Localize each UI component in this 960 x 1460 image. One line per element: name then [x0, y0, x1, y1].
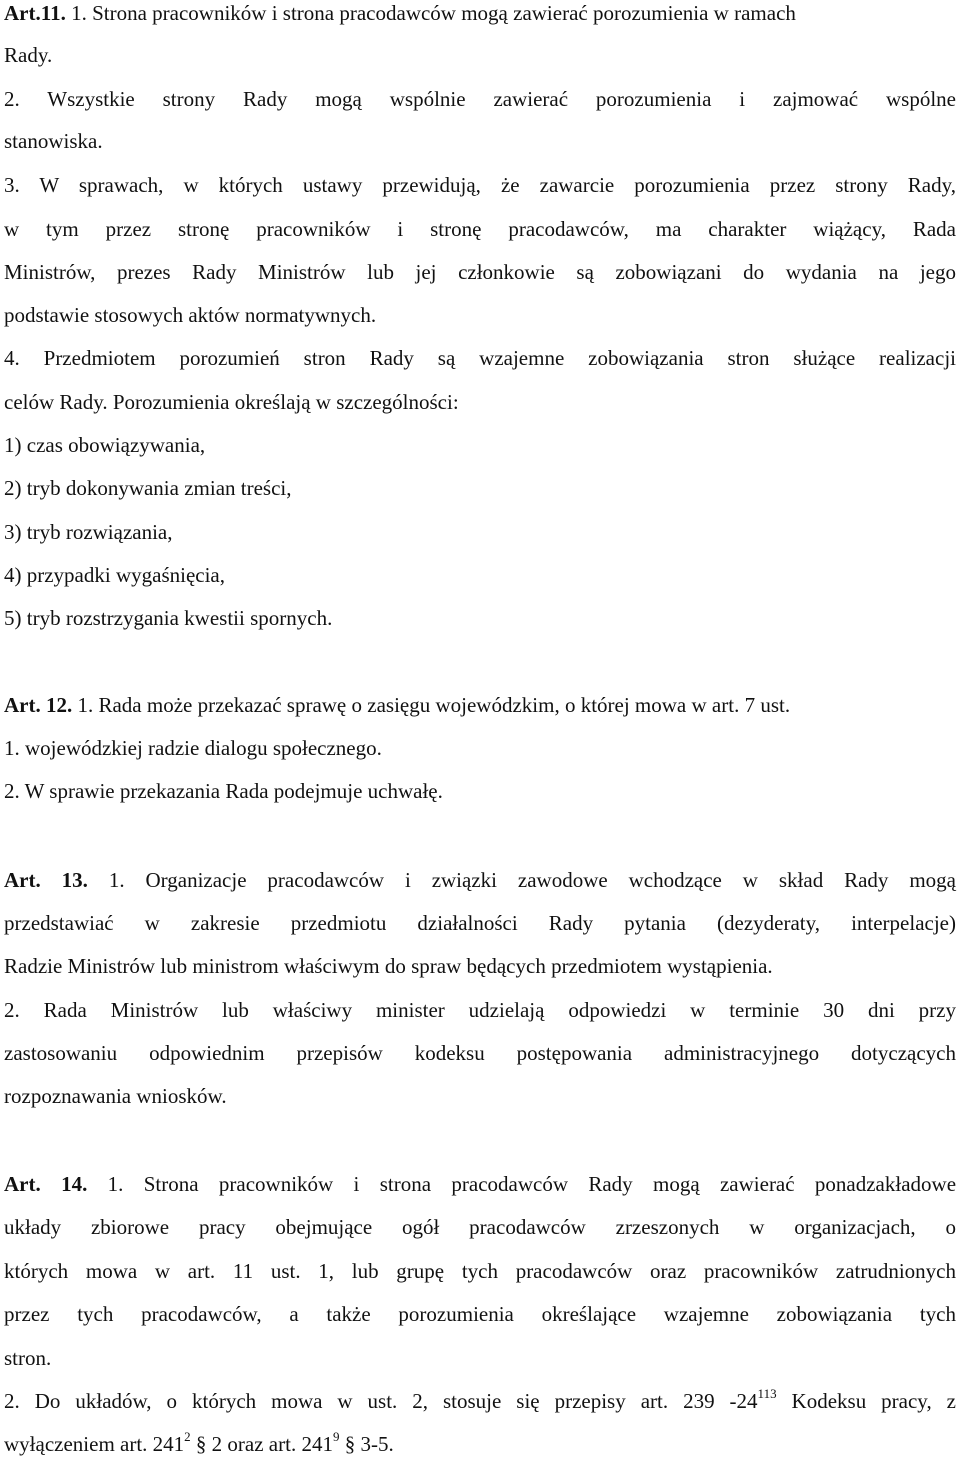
art11-line-10: celów Rady. Porozumienia określają w szczególności:: [4, 390, 459, 414]
art14-line-7: [4, 1431, 956, 1457]
art14-line-5: stron.: [4, 1346, 52, 1370]
paragraph-sign: §: [195, 1432, 207, 1456]
art14-line-3-text: których mowa w art. 11 ust. 1, lub grupę tych pracodawców oraz pracowników zatrudnionych: [4, 1259, 956, 1283]
art12-line-3: 2. W sprawie przekazania Rada podejmuje uchwałę.: [4, 779, 443, 803]
art13-heading: Art. 13.: [4, 868, 88, 892]
art11-line-5-text: 3. W sprawach, w których ustawy przewidują, że zawarcie porozumienia przez strony Rady,: [4, 173, 956, 197]
art13-text: 1. Organizacje pracodawców i związki zawodowe wchodzące w skład Rady mogą: [108, 868, 956, 892]
art14-text: 1. Strona pracowników i strona pracodawców Rady mogą zawierać ponadzakładowe: [107, 1172, 957, 1196]
art11-text: 1. Strona pracowników i strona pracodawców mogą zawierać porozumienia w ramach: [71, 1, 796, 25]
art11-heading: Art.11.: [4, 1, 66, 25]
art11-line-5: [4, 172, 956, 198]
superscript: 2: [184, 1429, 191, 1444]
art14-line-6-wrap: [4, 1386, 956, 1413]
art13-line-1: [4, 867, 956, 893]
art12-line-2: 1. wojewódzkiej radzie dialogu społecznego.: [4, 736, 382, 760]
art14-line-7-part-e: 3-5.: [355, 1432, 394, 1456]
art11-list-item-2: 2) tryb dokonywania zmian treści,: [4, 476, 292, 500]
art11-line-9: [4, 345, 956, 371]
art14-line-1: [4, 1171, 956, 1197]
art11-list-item-1: 1) czas obowiązywania,: [4, 433, 206, 457]
art11-line-7: [4, 259, 956, 285]
art14-line-2: [4, 1214, 956, 1240]
art14-line-4-text: przez tych pracodawców, a także porozumienia określające wzajemne zobowiązania tych: [4, 1302, 956, 1326]
superscript: 113: [757, 1386, 777, 1401]
art11-line-7-text: Ministrów, prezes Rady Ministrów lub jej członkowie są zobowiązani do wydania na jego: [4, 260, 956, 284]
art14-line-7-part-c: 2 oraz art. 241: [206, 1432, 333, 1456]
art14-line-3: [4, 1258, 956, 1284]
art12-line-1: [4, 692, 956, 718]
art14-line-1-wrap: [4, 1172, 956, 1196]
art14-line-6: [4, 1388, 956, 1414]
art11-line-3-text: 2. Wszystkie strony Rady mogą wspólnie zawierać porozumienia i zajmować wspólne: [4, 87, 956, 111]
art13-line-4: [4, 997, 956, 1023]
art14-line-7-part-a: wyłączeniem art. 241: [4, 1432, 185, 1456]
art13-line-6: rozpoznawania wniosków.: [4, 1084, 227, 1108]
art11-line-2: Rady.: [4, 43, 53, 67]
art11-line-9-text: 4. Przedmiotem porozumień stron Rady są wzajemne zobowiązania stron służące realizacji: [4, 346, 956, 370]
art11-line-6-text: w tym przez stronę pracowników i stronę pracodawców, ma charakter wiążący, Rada: [4, 217, 956, 241]
art11-line-4: stanowiska.: [4, 129, 103, 153]
art14-heading: Art. 14.: [4, 1172, 88, 1196]
art11-list-item-4: 4) przypadki wygaśnięcia,: [4, 563, 226, 587]
art11-list-item-5: 5) tryb rozstrzygania kwestii spornych.: [4, 606, 333, 630]
art13-line-2: [4, 910, 956, 936]
superscript: 9: [332, 1429, 340, 1444]
art13-line-5: [4, 1040, 956, 1066]
art14-line-4: [4, 1301, 956, 1327]
art11-line-3: [4, 86, 956, 112]
art13-line-2-text: przedstawiać w zakresie przedmiotu działalności Rady pytania (dezyderaty, interpelacje): [4, 911, 956, 935]
art13-line-1-wrap: [4, 868, 956, 892]
art13-line-3: Radzie Ministrów lub ministrom właściwym do spraw będących przedmiotem wystąpienia.: [4, 954, 773, 978]
art11-list-item-3: 3) tryb rozwiązania,: [4, 520, 173, 544]
art13-line-4-text: 2. Rada Ministrów lub właściwy minister udzielają odpowiedzi w terminie 30 dni przy: [4, 998, 956, 1022]
art11-line-8: podstawie stosowych aktów normatywnych.: [4, 303, 377, 327]
art12-text: 1. Rada może przekazać sprawę o zasięgu wojewódzkim, o której mowa w art. 7 ust.: [77, 693, 791, 717]
art14-line-6-part-b: Kodeksu pracy, z: [776, 1389, 956, 1413]
art12-heading: Art. 12.: [4, 693, 73, 717]
paragraph-sign: §: [344, 1432, 356, 1456]
art11-line-1: [4, 0, 956, 26]
art14-line-2-text: układy zbiorowe pracy obejmujące ogół pracodawców zrzeszonych w organizacjach, o: [4, 1215, 956, 1239]
art13-line-5-text: zastosowaniu odpowiednim przepisów kodeksu postępowania administracyjnego dotyczących: [4, 1041, 956, 1065]
art11-line-6: [4, 216, 956, 242]
art14-line-6-part-a: 2. Do układów, o których mowa w ust. 2, stosuje się przepisy art. 239 -24: [4, 1389, 758, 1413]
